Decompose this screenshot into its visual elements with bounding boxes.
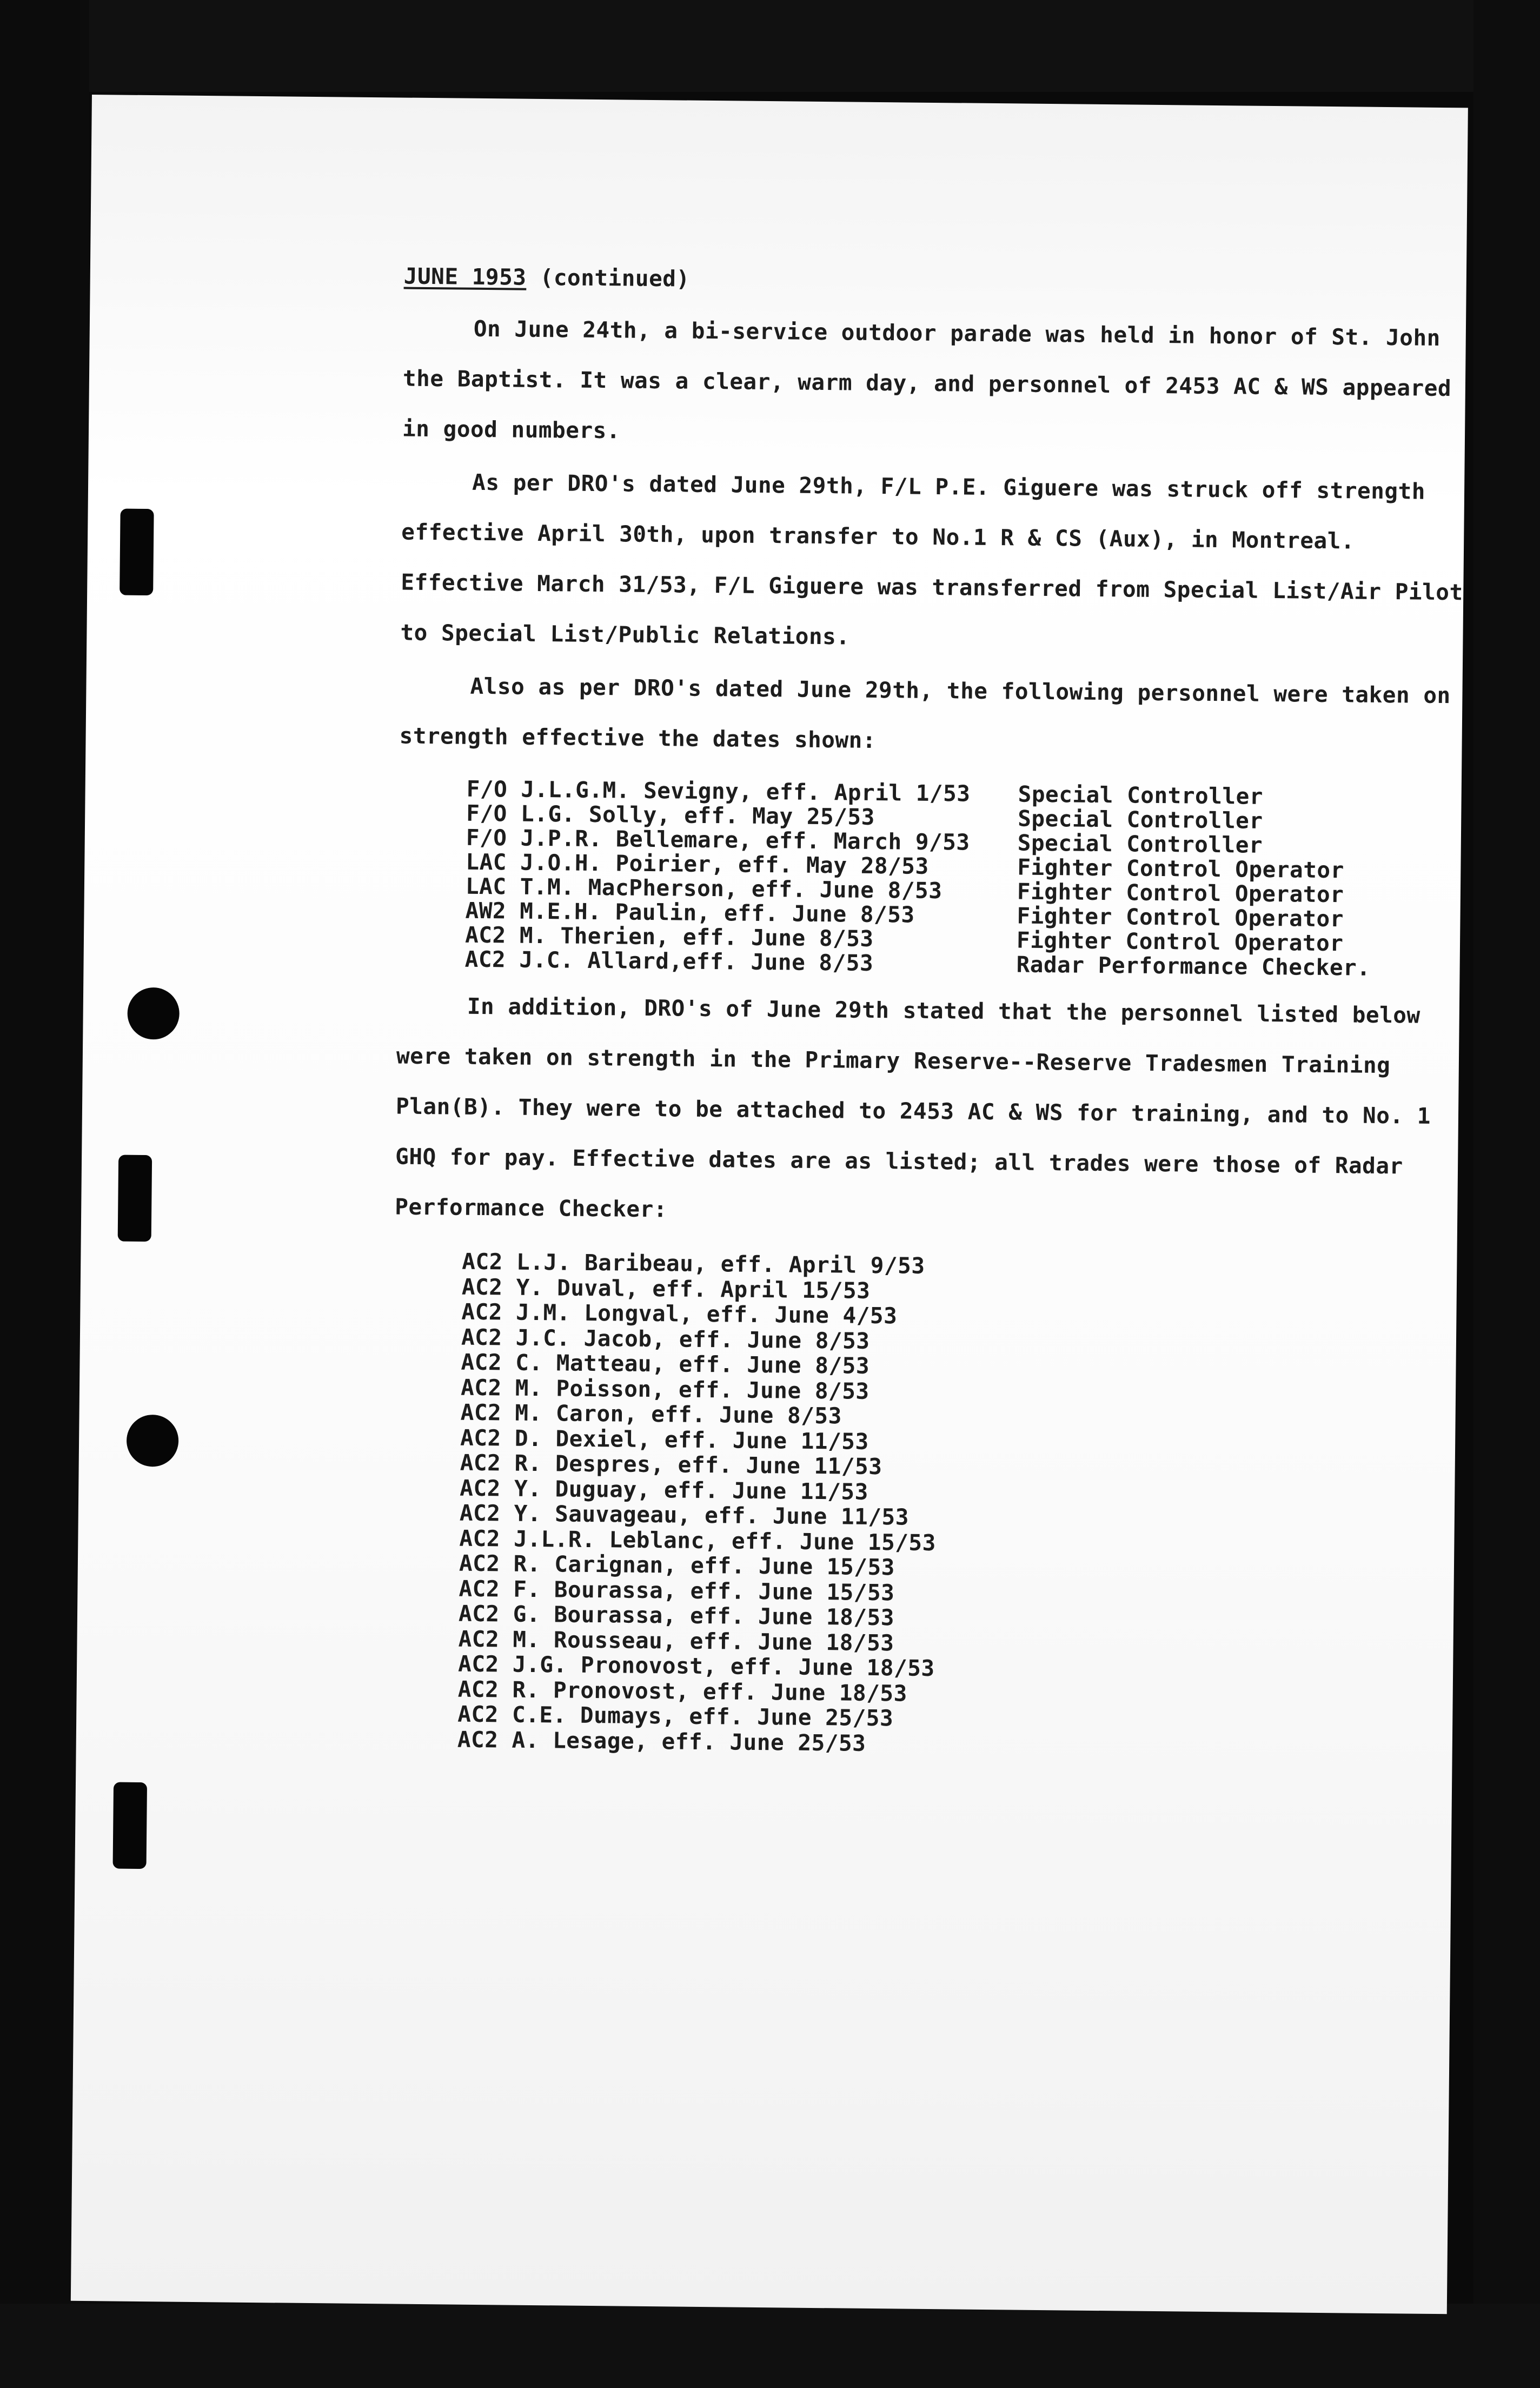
- personnel-name: AC2 M. Therien, eff. June 8/53: [464, 921, 874, 952]
- list-item: AC2 J.M. Longval, eff. June 4/53: [461, 1298, 898, 1329]
- paragraph-parade: On June 24th, a bi-service outdoor parade was held in honor of St. John the Baptist. It was a clear, warm day, and personnel of 2453 AC & WS appeared in good numbers.: [402, 315, 1452, 444]
- list-item: AC2 J.C. Jacob, eff. June 8/53: [461, 1324, 870, 1354]
- list-item: AC2 A. Lesage, eff. June 25/53: [457, 1726, 866, 1756]
- list-item: AC2 R. Carignan, eff. June 15/53: [459, 1550, 895, 1581]
- personnel-trade: Fighter Control Operator: [1017, 854, 1344, 884]
- list-item: AC2 Y. Duval, eff. April 15/53: [461, 1273, 871, 1304]
- typed-text-body: [390, 260, 1485, 1762]
- list-item: AC2 M. Caron, eff. June 8/53: [460, 1399, 842, 1429]
- personnel-table: [464, 777, 1480, 981]
- document-page: [71, 95, 1468, 2314]
- list-item: AC2 R. Pronovost, eff. June 18/53: [457, 1676, 908, 1707]
- list-item: AC2 C.E. Dumays, eff. June 25/53: [457, 1701, 894, 1732]
- personnel-name: F/O J.P.R. Bellemare, eff. March 9/53: [466, 824, 970, 855]
- paragraph-reserve-tradesmen: In addition, DRO's of June 29th stated that the personnel listed below were taken on strength in the Primary Reserve--Reserve Tradesmen Training Plan(B). They were to be attached to 2453 AC & WS for training, and to No. 1 GHQ for pay. Effective dates are as listed; all trades were those of Radar Performance Checker:: [395, 993, 1431, 1223]
- list-item: AC2 G. Bourassa, eff. June 18/53: [458, 1600, 895, 1631]
- binder-hole-lower-round: [127, 1415, 179, 1467]
- personnel-trade: Fighter Control Operator: [1017, 903, 1344, 932]
- list-item: AC2 D. Dexiel, eff. June 11/53: [460, 1424, 869, 1455]
- personnel-name: F/O J.L.G.M. Sevigny, eff. April 1/53: [466, 775, 971, 807]
- list-item: AC2 C. Matteau, eff. June 8/53: [461, 1349, 870, 1379]
- binder-hole-upper-round: [127, 987, 180, 1040]
- reserve-personnel-list: [457, 1249, 1476, 1762]
- binder-hole-top: [120, 509, 154, 596]
- personnel-trade: Special Controller: [1017, 830, 1263, 858]
- list-item: AC2 J.L.R. Leblanc, eff. June 15/53: [459, 1525, 937, 1556]
- personnel-name: LAC J.O.H. Poirier, eff. May 28/53: [466, 848, 929, 879]
- page-heading: [404, 260, 1485, 303]
- list-item: AC2 Y. Sauvageau, eff. June 11/53: [459, 1500, 910, 1530]
- personnel-name: AC2 J.C. Allard,eff. June 8/53: [464, 946, 874, 976]
- heading-month: JUNE 1953: [403, 263, 527, 290]
- list-item: AC2 M. Poisson, eff. June 8/53: [460, 1374, 869, 1404]
- list-item: AC2 F. Bourassa, eff. June 15/53: [459, 1575, 895, 1606]
- list-item: AC2 J.G. Pronovost, eff. June 18/53: [457, 1650, 935, 1682]
- personnel-trade: Special Controller: [1018, 781, 1264, 810]
- binder-hole-bottom: [113, 1782, 148, 1869]
- list-item: AC2 Y. Duguay, eff. June 11/53: [460, 1475, 869, 1505]
- paragraph-giguere-transfer: As per DRO's dated June 29th, F/L P.E. Giguere was struck off strength effective April 30th, upon transfer to No.1 R & CS (Aux), in Montreal. Effective March 31/53, F/L Giguere was transferred from Special List/Air Pilot to Special List/Public Relations.: [400, 469, 1463, 650]
- personnel-trade: Fighter Control Operator: [1017, 878, 1344, 908]
- binder-hole-middle: [118, 1155, 152, 1242]
- heading-continued: (continued): [540, 264, 690, 292]
- personnel-trade: Fighter Control Operator: [1016, 927, 1344, 957]
- film-border-bottom: [0, 2304, 1540, 2388]
- list-item: AC2 R. Despres, eff. June 11/53: [460, 1449, 882, 1480]
- personnel-trade: Radar Performance Checker.: [1016, 951, 1371, 981]
- paragraph-taken-on-strength: Also as per DRO's dated June 29th, the following personnel were taken on strength effective the dates shown:: [399, 673, 1451, 753]
- list-item: AC2 L.J. Baribeau, eff. April 9/53: [462, 1248, 925, 1279]
- personnel-name: AW2 M.E.H. Paulin, eff. June 8/53: [465, 897, 915, 928]
- personnel-name: LAC T.M. MacPherson, eff. June 8/53: [465, 873, 942, 904]
- personnel-trade: Special Controller: [1018, 805, 1263, 834]
- film-border-top: [0, 0, 1540, 92]
- personnel-name: F/O L.G. Solly, eff. May 25/53: [466, 800, 875, 830]
- list-item: AC2 M. Rousseau, eff. June 18/53: [458, 1626, 894, 1656]
